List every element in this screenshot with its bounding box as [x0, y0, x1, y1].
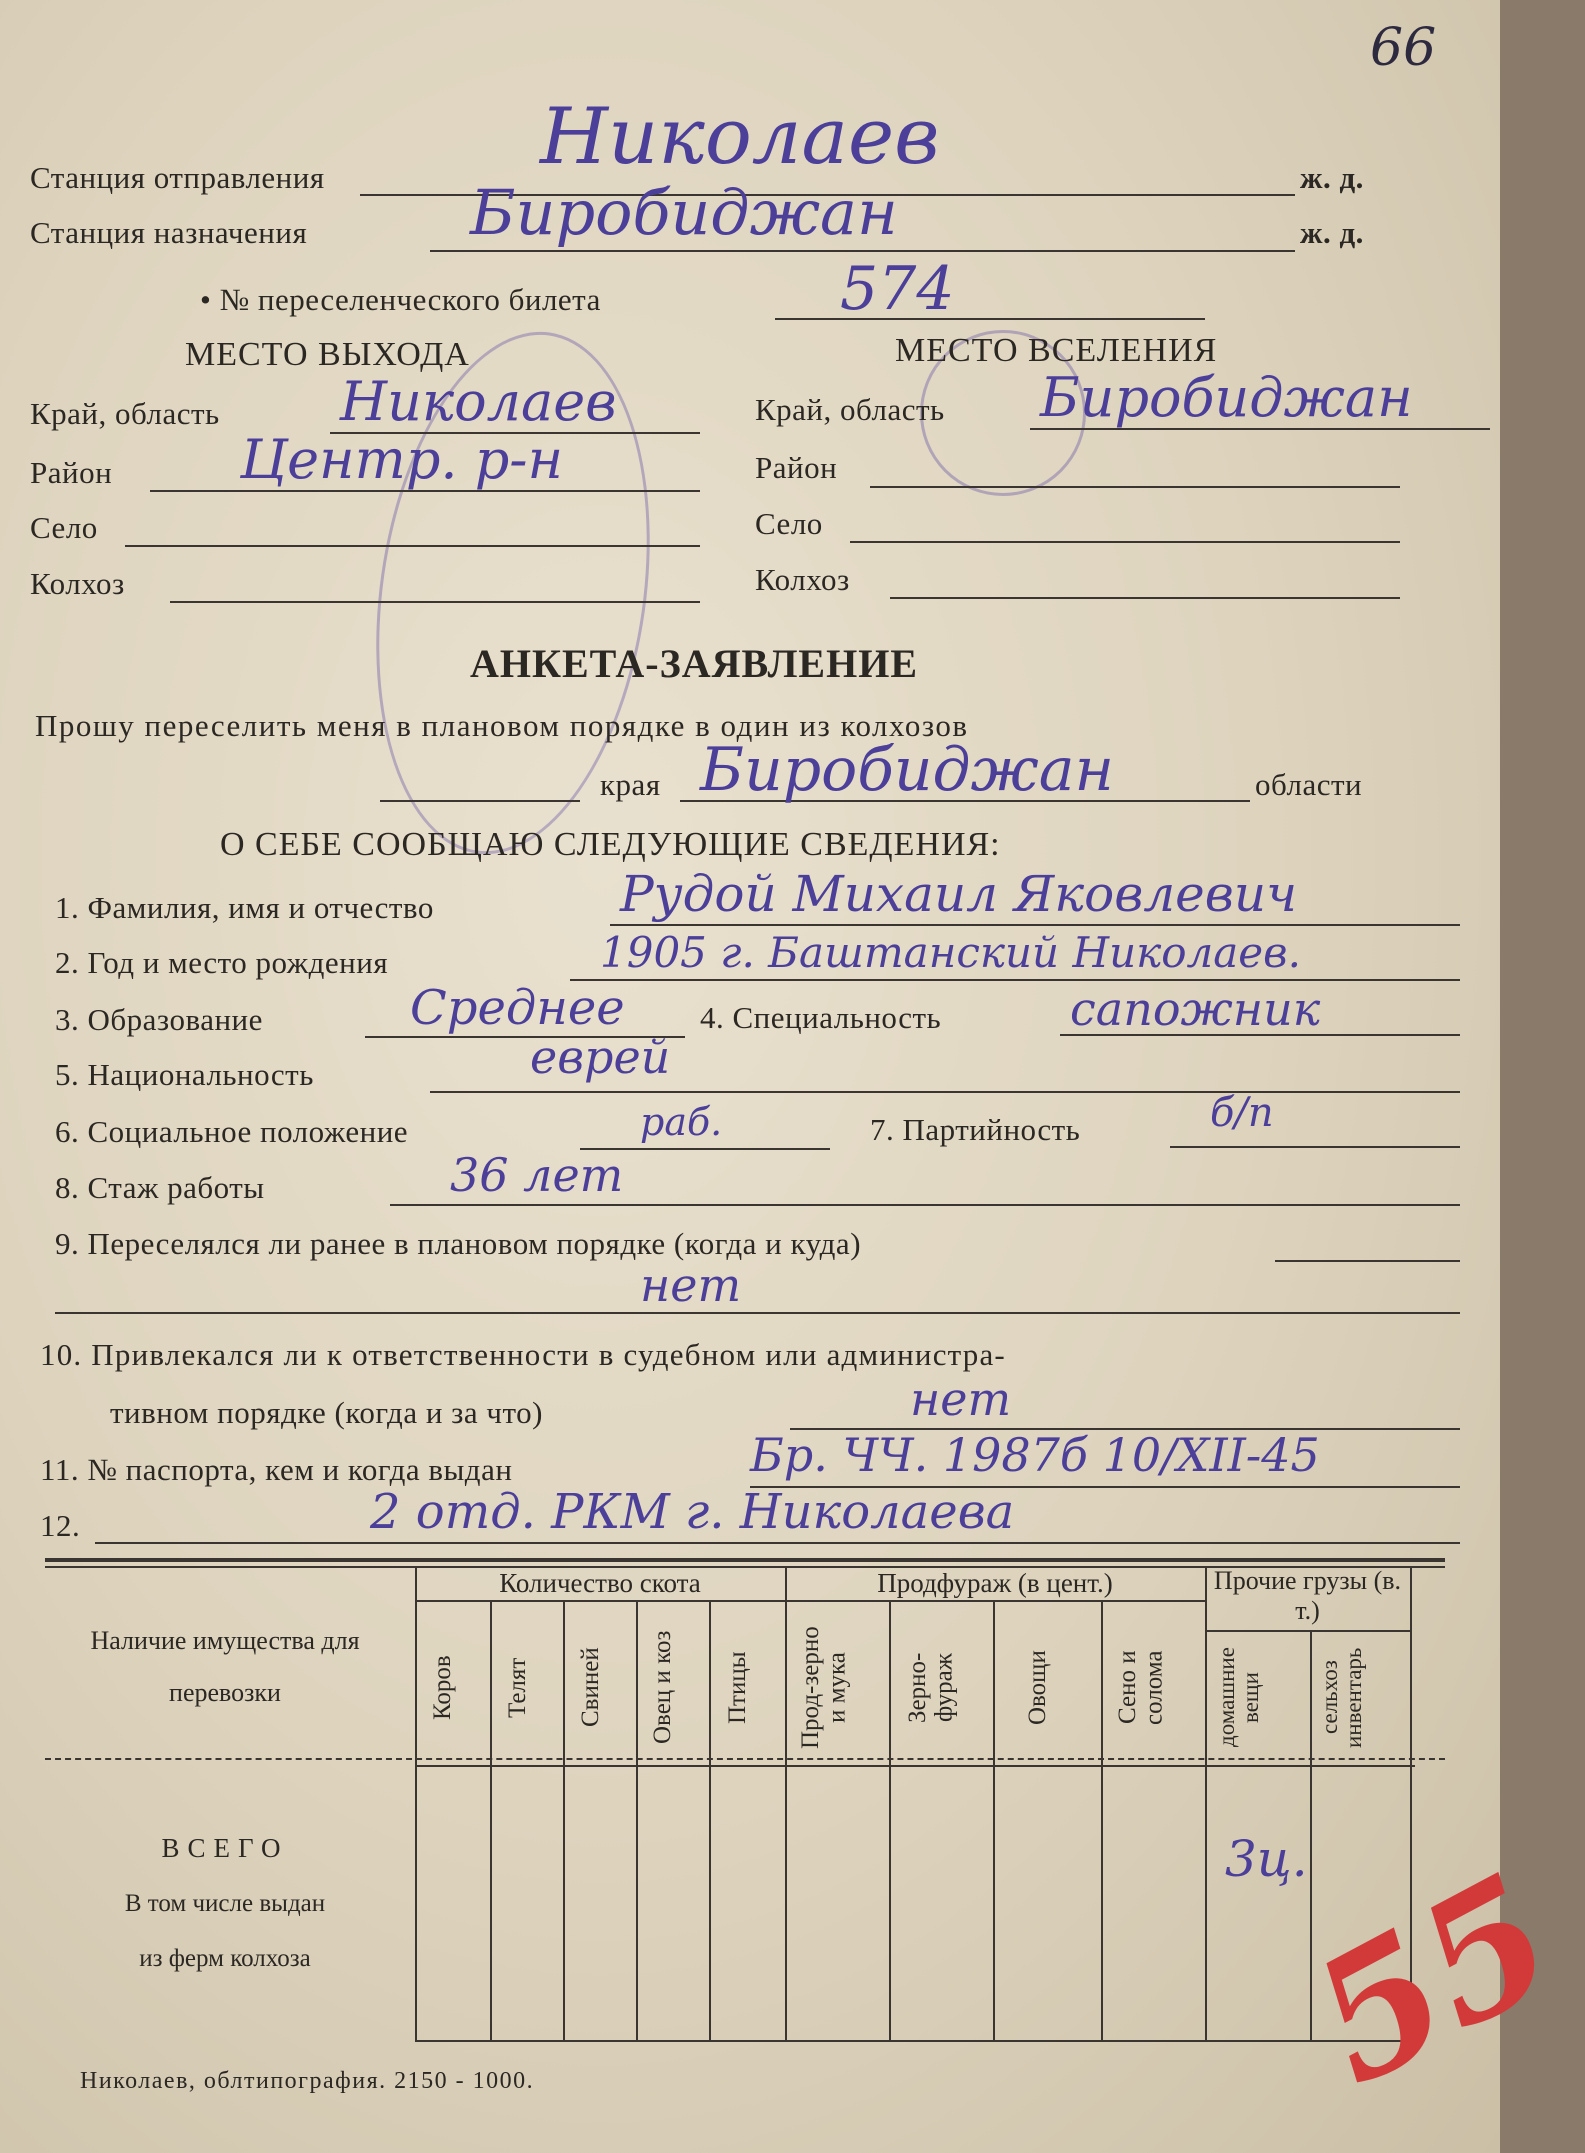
- field-4-label: 4. Специальность: [700, 1000, 942, 1035]
- field-3-label: 3. Образование: [55, 1002, 263, 1037]
- col-sheep-goats: Овец и коз: [649, 1630, 676, 1745]
- table-col-divider-8: [1101, 1600, 1103, 2040]
- table-col-divider-9: [1205, 1566, 1207, 2040]
- exit-region-value: Николаев: [340, 370, 617, 433]
- table-header-bottom: [45, 1758, 1445, 1760]
- departure-station-label: Станция отправления: [30, 160, 325, 195]
- settle-region-value: Биробиджан: [1040, 366, 1413, 429]
- field-1-value: Рудой Михаил Яковлевич: [620, 865, 1298, 923]
- red-pencil-mark: 55: [1281, 1836, 1585, 2124]
- table-col-divider-5: [785, 1566, 787, 2040]
- fodder-group-header: Продфураж (в цент.): [877, 1568, 1113, 1598]
- col-poultry: Птицы: [724, 1651, 751, 1724]
- field-10-value: нет: [910, 1372, 1012, 1426]
- col-pigs: Свиней: [577, 1647, 604, 1728]
- departure-station-value: Николаев: [540, 92, 940, 182]
- table-col-divider-7: [993, 1600, 995, 2040]
- other-group-header: Прочие грузы (в. т.): [1213, 1566, 1402, 1625]
- field-2-line: [570, 979, 1460, 981]
- table-col-divider-3: [636, 1600, 638, 2040]
- field-2-value: 1905 г. Баштанский Николаев.: [600, 928, 1301, 977]
- col-grain-fodder: Зерно-фураж: [904, 1652, 958, 1723]
- livestock-group-header: Количество скота: [499, 1568, 701, 1598]
- request-line-1: Прошу переселить меня в плановом порядке в один из колхозов: [35, 708, 969, 743]
- exit-place-title: МЕСТО ВЫХОДА: [185, 336, 470, 373]
- request-kraya-label: края: [600, 767, 661, 802]
- request-blank-line: [380, 800, 580, 802]
- table-group-line-fodder: [785, 1600, 1205, 1602]
- settle-kolkhoz-label: Колхоз: [755, 562, 850, 597]
- property-header: Наличие имущества для перевозки: [90, 1626, 360, 1707]
- section-title: О СЕБЕ СООБЩАЮ СЛЕДУЮЩИЕ СВЕДЕНИЯ:: [220, 826, 1001, 863]
- settle-place-title: МЕСТО ВСЕЛЕНИЯ: [895, 332, 1218, 369]
- destination-rail-suffix: ж. д.: [1300, 215, 1364, 250]
- field-1-line: [610, 924, 1460, 926]
- row-kolkhoz-label-1: В том числе выдан: [124, 1890, 326, 1917]
- table-group-line-livestock: [415, 1600, 785, 1602]
- destination-station-label: Станция назначения: [30, 215, 308, 250]
- table-group-line-other: [1205, 1630, 1410, 1632]
- field-9-value: нет: [640, 1258, 742, 1312]
- settle-region-label: Край, область: [755, 392, 945, 427]
- page-number: 66: [1370, 18, 1437, 78]
- col-farm-tools: сельхоз инвентарь: [1317, 1647, 1367, 1748]
- table-col-divider-4: [709, 1600, 711, 2040]
- exit-region-label: Край, область: [30, 396, 220, 431]
- field-9-line-2: [55, 1312, 1460, 1314]
- table-col-divider-2: [563, 1600, 565, 2040]
- col-hay-straw: Сено и солома: [1114, 1650, 1168, 1725]
- field-5-label: 5. Национальность: [55, 1057, 314, 1092]
- col-cows: Коров: [429, 1655, 456, 1720]
- field-10-label-1: 10. Привлекался ли к ответственности в судебном или администра-: [40, 1337, 1006, 1372]
- settle-kolkhoz-line: [890, 597, 1400, 599]
- field-12-label: 12.: [40, 1508, 81, 1543]
- field-7-value: б/п: [1210, 1090, 1274, 1136]
- col-calves: Телят: [504, 1657, 531, 1718]
- field-12-value: 2 отд. РКМ г. Николаева: [370, 1484, 1015, 1540]
- field-2-label: 2. Год и место рождения: [55, 945, 389, 980]
- col-household: домашние вещи: [1214, 1647, 1264, 1748]
- table-top-border: [45, 1558, 1445, 1562]
- field-8-value: 36 лет: [450, 1148, 624, 1202]
- field-4-value: сапожник: [1070, 982, 1321, 1036]
- destination-station-line: [430, 250, 1295, 252]
- household-goods-value: 3ц.: [1225, 1830, 1308, 1888]
- field-7-label: 7. Партийность: [870, 1112, 1081, 1147]
- field-5-line: [430, 1091, 1460, 1093]
- footer-imprint: Николаев, облтипография. 2150 - 1000.: [80, 2068, 535, 2094]
- field-11-label: 11. № паспорта, кем и когда выдан: [40, 1452, 513, 1487]
- request-oblasti-label: области: [1255, 767, 1363, 802]
- destination-station-value: Биробиджан: [470, 176, 898, 249]
- field-1-label: 1. Фамилия, имя и отчество: [55, 890, 434, 925]
- settle-district-label: Район: [755, 450, 838, 485]
- col-grain-flour: Прод-зерно и мука: [797, 1626, 851, 1749]
- departure-rail-suffix: ж. д.: [1300, 160, 1364, 195]
- col-vegetables: Овощи: [1024, 1650, 1051, 1725]
- field-7-line: [1170, 1146, 1460, 1148]
- table-bottom-border: [415, 2040, 1415, 2042]
- field-6-label: 6. Социальное положение: [55, 1114, 409, 1149]
- row-total-label: ВСЕГО: [161, 1833, 289, 1863]
- request-kraya-value: Биробиджан: [700, 735, 1115, 805]
- field-5-value: еврей: [530, 1030, 671, 1084]
- exit-village-line: [125, 545, 700, 547]
- exit-kolkhoz-line: [170, 601, 700, 603]
- table-col-divider-6: [889, 1600, 891, 2040]
- form-title: АНКЕТА-ЗАЯВЛЕНИЕ: [470, 641, 919, 686]
- field-6-value: раб.: [640, 1100, 723, 1144]
- ticket-number-label: • № переселенческого билета: [200, 282, 601, 317]
- exit-village-label: Село: [30, 510, 98, 545]
- ticket-number-value: 574: [840, 254, 955, 324]
- row-kolkhoz-label-2: из ферм колхоза: [139, 1945, 311, 1972]
- field-10-label-2: тивном порядке (когда и за что): [110, 1395, 543, 1430]
- field-12-line: [95, 1542, 1460, 1544]
- field-8-label: 8. Стаж работы: [55, 1170, 265, 1205]
- table-total-line: [415, 1765, 1415, 1767]
- settle-village-line: [850, 541, 1400, 543]
- exit-district-label: Район: [30, 455, 113, 490]
- table-col-divider-0: [415, 1566, 417, 2040]
- field-9-label: 9. Переселялся ли ранее в плановом порядке (когда и куда): [55, 1226, 862, 1261]
- settle-district-line: [870, 486, 1400, 488]
- settle-village-label: Село: [755, 506, 823, 541]
- field-9-line: [1275, 1260, 1460, 1262]
- table-col-divider-1: [490, 1600, 492, 2040]
- exit-kolkhoz-label: Колхоз: [30, 566, 125, 601]
- field-11-value: Бр. ЧЧ. 1987б 10/XII-45: [750, 1428, 1320, 1482]
- field-8-line: [390, 1204, 1460, 1206]
- field-3-value: Среднее: [410, 980, 625, 1036]
- ticket-number-label-text: № переселенческого билета: [219, 282, 601, 317]
- exit-district-value: Центр. р-н: [240, 428, 564, 491]
